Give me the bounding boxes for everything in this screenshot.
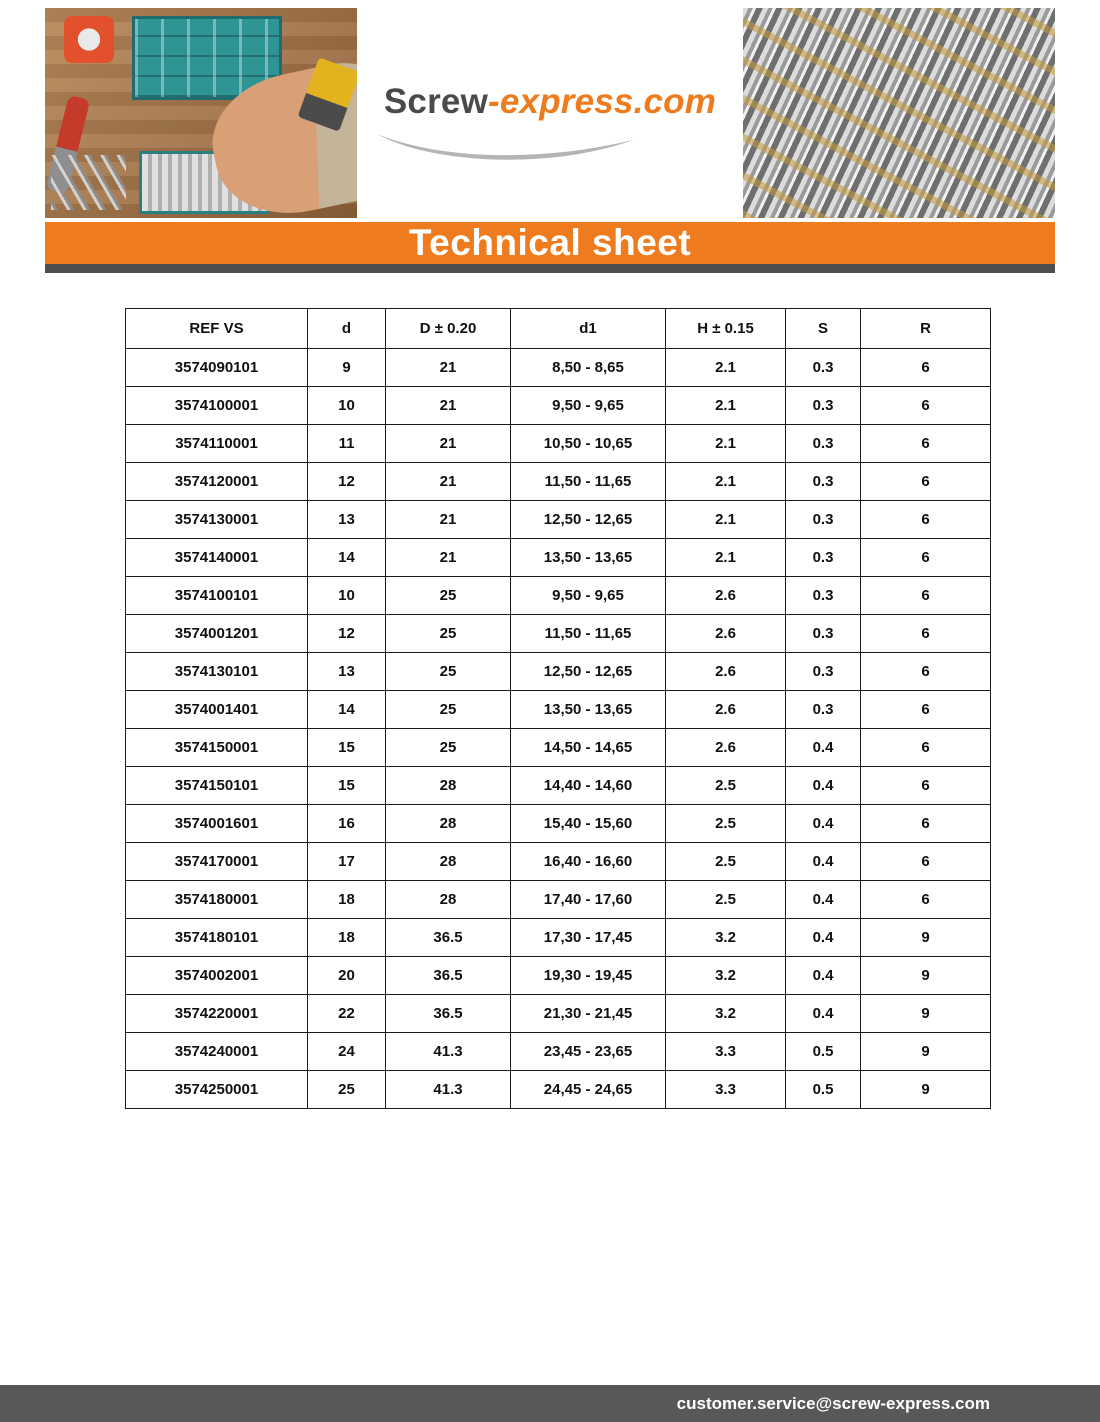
table-cell: 6 bbox=[861, 615, 991, 653]
workbench-photo bbox=[45, 8, 357, 218]
table-cell: 2.1 bbox=[666, 349, 786, 387]
table-cell: 24,45 - 24,65 bbox=[511, 1071, 666, 1109]
table-cell: 14,50 - 14,65 bbox=[511, 729, 666, 767]
table-row bbox=[126, 463, 991, 501]
column-header: H ± 0.15 bbox=[666, 309, 786, 349]
table-cell: 24 bbox=[308, 1033, 386, 1071]
table-cell: 3574001601 bbox=[126, 805, 308, 843]
table-cell: 6 bbox=[861, 691, 991, 729]
table-cell: 3574240001 bbox=[126, 1033, 308, 1071]
table-row bbox=[126, 843, 991, 881]
table-row bbox=[126, 501, 991, 539]
table-cell: 28 bbox=[386, 767, 511, 805]
column-header: D ± 0.20 bbox=[386, 309, 511, 349]
table-cell: 2.5 bbox=[666, 881, 786, 919]
table-cell: 21 bbox=[386, 349, 511, 387]
table-cell: 0.3 bbox=[786, 539, 861, 577]
table-row bbox=[126, 615, 991, 653]
table-cell: 12 bbox=[308, 463, 386, 501]
table-row bbox=[126, 349, 991, 387]
screws-pile-photo bbox=[743, 8, 1055, 218]
table-cell: 3574120001 bbox=[126, 463, 308, 501]
table-row bbox=[126, 1071, 991, 1109]
table-cell: 3574250001 bbox=[126, 1071, 308, 1109]
table-cell: 13 bbox=[308, 653, 386, 691]
table-cell: 3574130001 bbox=[126, 501, 308, 539]
table-row bbox=[126, 691, 991, 729]
table-row bbox=[126, 767, 991, 805]
table-cell: 2.5 bbox=[666, 843, 786, 881]
table-row bbox=[126, 957, 991, 995]
table-cell: 36.5 bbox=[386, 995, 511, 1033]
table-cell: 3574150001 bbox=[126, 729, 308, 767]
table-cell: 13,50 - 13,65 bbox=[511, 691, 666, 729]
contact-email: customer.service@screw-express.com bbox=[676, 1394, 990, 1413]
table-cell: 12 bbox=[308, 615, 386, 653]
table-cell: 3.3 bbox=[666, 1033, 786, 1071]
table-cell: 3574150101 bbox=[126, 767, 308, 805]
table-cell: 15 bbox=[308, 729, 386, 767]
table-cell: 0.3 bbox=[786, 463, 861, 501]
table-row bbox=[126, 881, 991, 919]
table-cell: 18 bbox=[308, 919, 386, 957]
spec-table-body bbox=[126, 349, 991, 1109]
table-cell: 36.5 bbox=[386, 919, 511, 957]
table-cell: 15,40 - 15,60 bbox=[511, 805, 666, 843]
table-cell: 6 bbox=[861, 387, 991, 425]
table-cell: 6 bbox=[861, 729, 991, 767]
table-cell: 2.6 bbox=[666, 577, 786, 615]
table-cell: 41.3 bbox=[386, 1071, 511, 1109]
table-cell: 3574110001 bbox=[126, 425, 308, 463]
table-cell: 6 bbox=[861, 653, 991, 691]
table-cell: 21,30 - 21,45 bbox=[511, 995, 666, 1033]
table-cell: 3574002001 bbox=[126, 957, 308, 995]
table-cell: 0.4 bbox=[786, 957, 861, 995]
logo-brand-suffix: -express.com bbox=[488, 82, 717, 121]
table-cell: 3574170001 bbox=[126, 843, 308, 881]
table-cell: 0.4 bbox=[786, 919, 861, 957]
table-cell: 3574220001 bbox=[126, 995, 308, 1033]
table-cell: 6 bbox=[861, 539, 991, 577]
table-cell: 25 bbox=[308, 1071, 386, 1109]
table-cell: 13,50 - 13,65 bbox=[511, 539, 666, 577]
table-cell: 16,40 - 16,60 bbox=[511, 843, 666, 881]
table-cell: 18 bbox=[308, 881, 386, 919]
table-cell: 14,40 - 14,60 bbox=[511, 767, 666, 805]
table-cell: 9 bbox=[861, 1071, 991, 1109]
table-cell: 25 bbox=[386, 653, 511, 691]
table-cell: 28 bbox=[386, 805, 511, 843]
table-cell: 2.6 bbox=[666, 615, 786, 653]
logo-swoosh-graphic bbox=[371, 126, 681, 160]
table-cell: 21 bbox=[386, 425, 511, 463]
table-cell: 25 bbox=[386, 577, 511, 615]
table-cell: 3574180001 bbox=[126, 881, 308, 919]
table-cell: 6 bbox=[861, 425, 991, 463]
table-cell: 15 bbox=[308, 767, 386, 805]
table-cell: 2.1 bbox=[666, 539, 786, 577]
table-cell: 0.4 bbox=[786, 805, 861, 843]
table-cell: 41.3 bbox=[386, 1033, 511, 1071]
table-row bbox=[126, 995, 991, 1033]
table-cell: 2.1 bbox=[666, 425, 786, 463]
table-cell: 0.3 bbox=[786, 387, 861, 425]
table-cell: 0.4 bbox=[786, 729, 861, 767]
table-cell: 2.6 bbox=[666, 653, 786, 691]
title-banner bbox=[45, 222, 1055, 264]
table-cell: 0.3 bbox=[786, 577, 861, 615]
table-cell: 25 bbox=[386, 615, 511, 653]
table-cell: 3574140001 bbox=[126, 539, 308, 577]
table-row bbox=[126, 387, 991, 425]
table-cell: 21 bbox=[386, 387, 511, 425]
table-cell: 3574001201 bbox=[126, 615, 308, 653]
table-cell: 6 bbox=[861, 805, 991, 843]
table-cell: 2.1 bbox=[666, 387, 786, 425]
column-header: d1 bbox=[511, 309, 666, 349]
table-cell: 6 bbox=[861, 881, 991, 919]
logo bbox=[357, 8, 743, 218]
table-cell: 19,30 - 19,45 bbox=[511, 957, 666, 995]
table-cell: 2.6 bbox=[666, 691, 786, 729]
table-cell: 6 bbox=[861, 843, 991, 881]
table-cell: 20 bbox=[308, 957, 386, 995]
table-cell: 6 bbox=[861, 577, 991, 615]
footer-bar bbox=[0, 1385, 1100, 1422]
table-cell: 16 bbox=[308, 805, 386, 843]
table-row bbox=[126, 805, 991, 843]
table-cell: 0.5 bbox=[786, 1033, 861, 1071]
table-cell: 28 bbox=[386, 843, 511, 881]
column-header: R bbox=[861, 309, 991, 349]
table-cell: 0.4 bbox=[786, 767, 861, 805]
table-cell: 11,50 - 11,65 bbox=[511, 615, 666, 653]
table-cell: 11,50 - 11,65 bbox=[511, 463, 666, 501]
table-cell: 8,50 - 8,65 bbox=[511, 349, 666, 387]
table-cell: 21 bbox=[386, 501, 511, 539]
table-cell: 10 bbox=[308, 387, 386, 425]
table-cell: 17,30 - 17,45 bbox=[511, 919, 666, 957]
table-cell: 2.1 bbox=[666, 501, 786, 539]
table-cell: 9,50 - 9,65 bbox=[511, 577, 666, 615]
table-cell: 21 bbox=[386, 463, 511, 501]
table-cell: 9 bbox=[861, 995, 991, 1033]
table-cell: 11 bbox=[308, 425, 386, 463]
table-cell: 3.2 bbox=[666, 919, 786, 957]
table-row bbox=[126, 653, 991, 691]
table-cell: 9 bbox=[861, 957, 991, 995]
column-header: S bbox=[786, 309, 861, 349]
table-cell: 3.2 bbox=[666, 995, 786, 1033]
column-header: d bbox=[308, 309, 386, 349]
logo-brand-name: Screw bbox=[383, 82, 489, 121]
table-row bbox=[126, 919, 991, 957]
table-cell: 0.3 bbox=[786, 501, 861, 539]
table-cell: 28 bbox=[386, 881, 511, 919]
table-row bbox=[126, 1033, 991, 1071]
table-cell: 3574130101 bbox=[126, 653, 308, 691]
table-cell: 17,40 - 17,60 bbox=[511, 881, 666, 919]
banner-underline bbox=[45, 264, 1055, 273]
table-cell: 22 bbox=[308, 995, 386, 1033]
table-row bbox=[126, 425, 991, 463]
table-cell: 0.5 bbox=[786, 1071, 861, 1109]
table-cell: 3574090101 bbox=[126, 349, 308, 387]
page-title: Technical sheet bbox=[408, 222, 692, 263]
table-cell: 6 bbox=[861, 501, 991, 539]
spec-table bbox=[125, 308, 991, 1109]
table-cell: 0.3 bbox=[786, 615, 861, 653]
table-cell: 3574100101 bbox=[126, 577, 308, 615]
table-cell: 13 bbox=[308, 501, 386, 539]
table-row bbox=[126, 577, 991, 615]
logo-text bbox=[357, 82, 743, 122]
table-cell: 6 bbox=[861, 349, 991, 387]
table-cell: 21 bbox=[386, 539, 511, 577]
table-row bbox=[126, 729, 991, 767]
spec-table-head-row bbox=[126, 309, 991, 349]
table-cell: 6 bbox=[861, 767, 991, 805]
table-cell: 3574001401 bbox=[126, 691, 308, 729]
table-cell: 9 bbox=[861, 1033, 991, 1071]
column-header: REF VS bbox=[126, 309, 308, 349]
tape-measure-fragment bbox=[64, 16, 114, 62]
table-cell: 25 bbox=[386, 729, 511, 767]
table-cell: 0.4 bbox=[786, 843, 861, 881]
table-cell: 36.5 bbox=[386, 957, 511, 995]
table-cell: 14 bbox=[308, 539, 386, 577]
table-cell: 12,50 - 12,65 bbox=[511, 653, 666, 691]
spec-table-head bbox=[126, 309, 991, 349]
table-cell: 6 bbox=[861, 463, 991, 501]
table-cell: 25 bbox=[386, 691, 511, 729]
table-cell: 0.3 bbox=[786, 653, 861, 691]
table-cell: 10,50 - 10,65 bbox=[511, 425, 666, 463]
table-cell: 10 bbox=[308, 577, 386, 615]
table-cell: 17 bbox=[308, 843, 386, 881]
table-cell: 2.1 bbox=[666, 463, 786, 501]
table-cell: 3.2 bbox=[666, 957, 786, 995]
table-cell: 2.5 bbox=[666, 767, 786, 805]
table-cell: 9 bbox=[308, 349, 386, 387]
loose-screws-fragment bbox=[51, 155, 126, 210]
table-cell: 3574180101 bbox=[126, 919, 308, 957]
table-cell: 0.3 bbox=[786, 425, 861, 463]
table-cell: 0.3 bbox=[786, 691, 861, 729]
table-cell: 12,50 - 12,65 bbox=[511, 501, 666, 539]
table-cell: 0.4 bbox=[786, 881, 861, 919]
table-cell: 3574100001 bbox=[126, 387, 308, 425]
table-cell: 9,50 - 9,65 bbox=[511, 387, 666, 425]
table-cell: 3.3 bbox=[666, 1071, 786, 1109]
table-cell: 14 bbox=[308, 691, 386, 729]
table-cell: 2.6 bbox=[666, 729, 786, 767]
table-cell: 2.5 bbox=[666, 805, 786, 843]
table-cell: 0.4 bbox=[786, 995, 861, 1033]
table-cell: 23,45 - 23,65 bbox=[511, 1033, 666, 1071]
table-cell: 0.3 bbox=[786, 349, 861, 387]
table-row bbox=[126, 539, 991, 577]
table-cell: 9 bbox=[861, 919, 991, 957]
